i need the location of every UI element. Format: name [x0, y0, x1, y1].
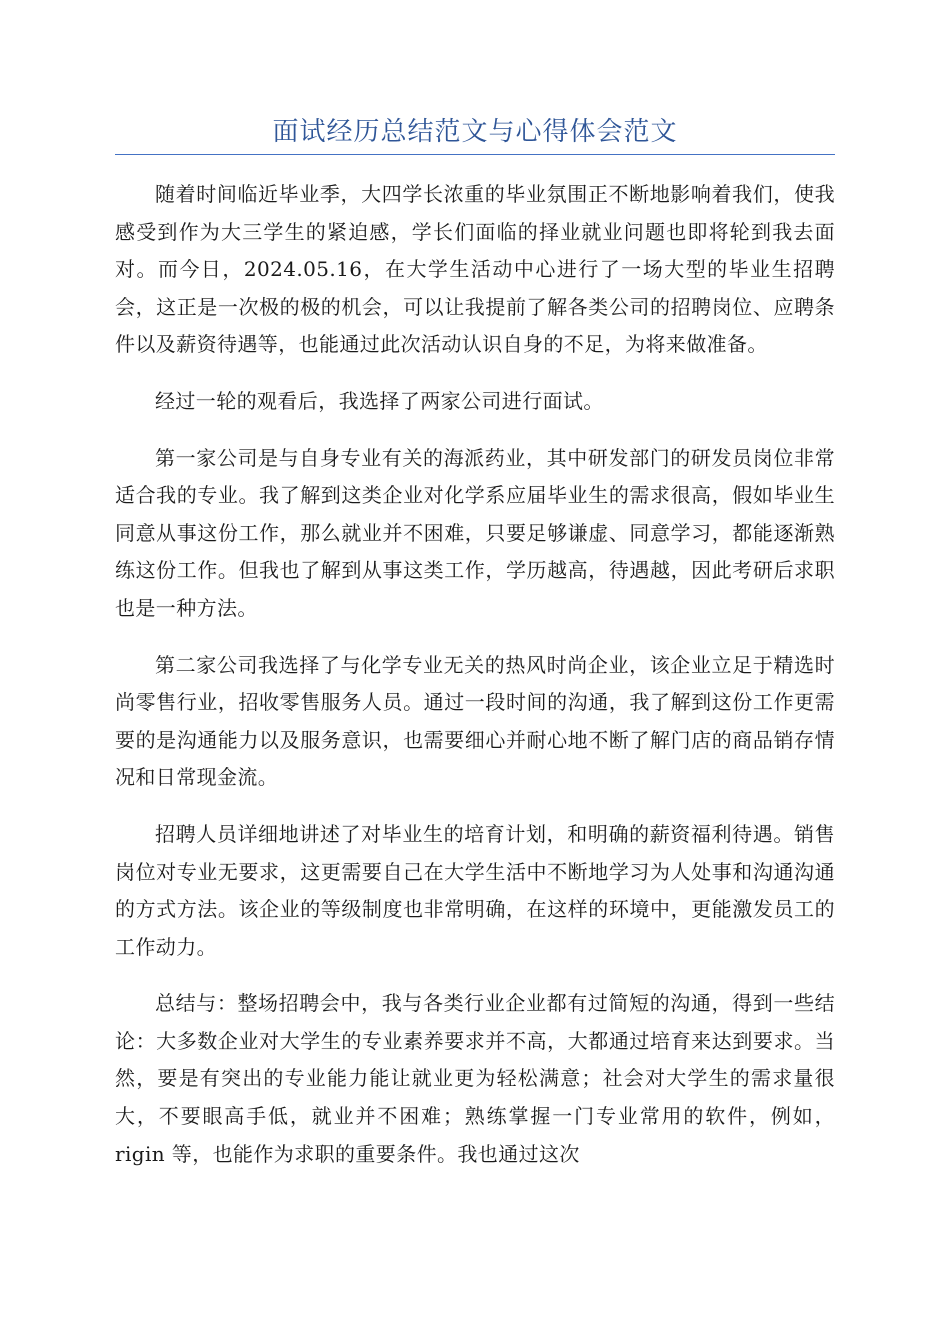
paragraph-first-company: 第一家公司是与自身专业有关的海派药业，其中研发部门的研发员岗位非常适合我的专业。我了解到这类企业对化学系应届毕业生的需求很高，假如毕业生同意从事这份工作，那么就业并不困难，只要足够谦虚、同意学习，都能逐渐熟练这份工作。但我也了解到从事这类工作，学历越高，待遇越，因此考研后求职也是一种方法。	[115, 445, 835, 620]
document-title: 面试经历总结范文与心得体会范文	[272, 117, 678, 147]
paragraph-summary: 总结与：整场招聘会中，我与各类行业企业都有过简短的沟通，得到一些结论：大多数企业对大学生的专业素养要求并不高，大都通过培育来达到要求。当然，要是有突出的专业能力能让就业更为轻松满意；社会对大学生的需求量很大，不要眼高手低，就业并不困难；熟练掌握一门专业常用的软件，例如，rigin 等，也能作为求职的重要条件。我也通过这次	[115, 991, 835, 1166]
title-underline	[115, 154, 835, 155]
paragraph-intro: 随着时间临近毕业季，大四学长浓重的毕业氛围正不断地影响着我们，使我感受到作为大三学生的紧迫感，学长们面临的择业就业问题也即将轮到我去面对。而今日，2024.05.16，在大学生活动中心进行了一场大型的毕业生招聘会，这正是一次极的极的机会，可以让我提前了解各类公司的招聘岗位、应聘条件以及薪资待遇等，也能通过此次活动认识自身的不足，为将来做准备。	[115, 182, 835, 357]
paragraph-second-company: 第二家公司我选择了与化学专业无关的热风时尚企业，该企业立足于精选时尚零售行业，招收零售服务人员。通过一段时间的沟通，我了解到这份工作更需要的是沟通能力以及服务意识，也需要细心并耐心地不断了解门店的商品销存情况和日常现金流。	[115, 652, 835, 790]
document-body	[115, 176, 835, 1192]
paragraph-training-plan: 招聘人员详细地讲述了对毕业生的培育计划，和明确的薪资福利待遇。销售岗位对专业无要求，这更需要自己在大学生活中不断地学习为人处事和沟通沟通的方式方法。该企业的等级制度也非常明确，在这样的环境中，更能激发员工的工作动力。	[115, 821, 835, 959]
paragraph-choice: 经过一轮的观看后，我选择了两家公司进行面试。	[155, 388, 604, 413]
